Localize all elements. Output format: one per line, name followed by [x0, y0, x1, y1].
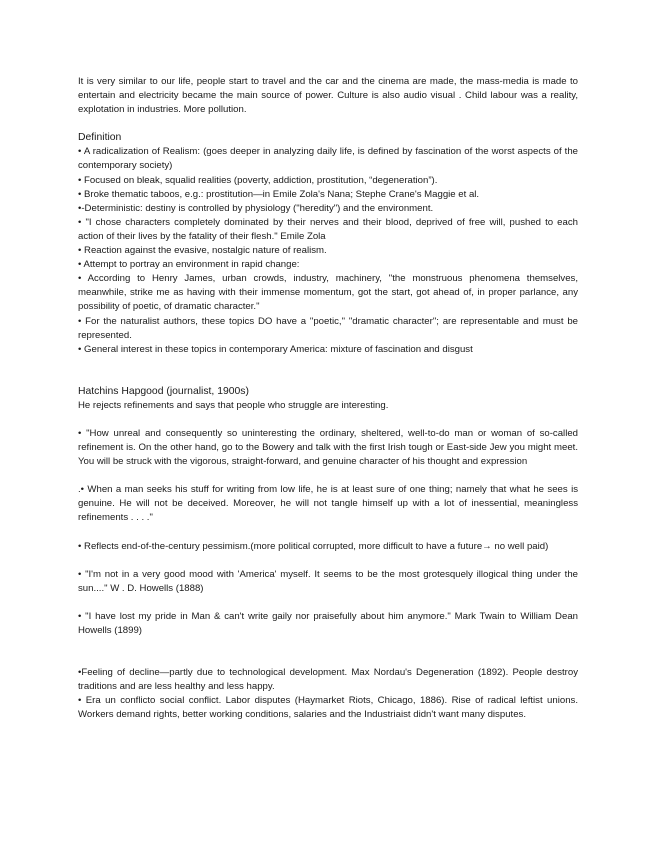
- twain-quote: • "I have lost my pride in Man & can't write gaily nor praisefully about him anymore." Mark Twain to William Dean Howells (1899): [78, 610, 578, 636]
- definition-item: • According to Henry James, urban crowds, industry, machinery, "the monstruous phenomena themselves, meanwhile, strike me as having with their immense momentum, got the start, got ahead of, in proper parlance, any possibility of poetic, of dramatic character.": [78, 273, 578, 313]
- spacer: [78, 526, 578, 540]
- definition-item: • A radicalization of Realism: (goes deeper in analyzing daily life, is defined by fascination of the worst aspects of the contemporary society): [78, 146, 578, 172]
- hapgood-heading: Hatchins Hapgood (journalist, 1900s): [78, 385, 249, 397]
- definition-item: • Focused on bleak, squalid realities (poverty, addiction, prostitution, “degeneration”).: [78, 174, 438, 186]
- document-page: [78, 75, 578, 722]
- definition-item: • General interest in these topics in contemporary America: mixture of fascination and disgust: [78, 343, 473, 355]
- spacer: [78, 357, 578, 385]
- spacer: [78, 554, 578, 568]
- spacer: [78, 413, 578, 427]
- spacer: [78, 638, 578, 666]
- definition-item: •-Deterministic: destiny is controlled by physiology ("heredity") and the environment.: [78, 202, 434, 214]
- hapgood-summary: He rejects refinements and says that people who struggle are interesting.: [78, 399, 389, 411]
- hapgood-quote-1: • "How unreal and consequently so uninteresting the ordinary, sheltered, well-to-do man or woman of so-called refinement is. On the other hand, go to the Bowery and talk with the first Irish tough or East-side Jew you might meet. You will be struck with the vigorous, straight-forward, and genuine character of his thought and expression: [78, 427, 578, 468]
- definition-item: • Reaction against the evasive, nostalgic nature of realism.: [78, 245, 327, 257]
- definition-item: • Attempt to portray an environment in rapid change:: [78, 259, 300, 271]
- spacer: [78, 596, 578, 610]
- pessimism-item: • Reflects end-of-the-century pessimism.(more political corrupted, more difficult to have a future→ no well paid): [78, 540, 549, 552]
- howells-quote: • "I'm not in a very good mood with 'America' myself. It seems to be the most grotesquely illogical thing under the sun...." W . D. Howells (1888): [78, 568, 578, 594]
- decline-item: •Feeling of decline—partly due to technological development. Max Nordau's Degeneration (1892). People destroy traditions and are less healthy and less happy.: [78, 667, 578, 693]
- definition-item: • "I chose characters completely dominated by their nerves and their blood, deprived of free will, pushed to each action of their lives by the fatality of their flesh." Emile Zola: [78, 216, 578, 242]
- spacer: [78, 117, 578, 131]
- hapgood-quote-2: .• When a man seeks his stuff for writing from low life, he is at least sure of one thing; namely that what he sees is genuine. He will not be deceived. Moreover, he will not tangle himself up with a lot of inessential, meaningless refinements . . . .": [78, 484, 578, 524]
- intro-paragraph: It is very similar to our life, people start to travel and the car and the cinema are made, the mass-media is made to entertain and electricity became the main source of power. Culture is also audio visual . Child labour was a reality, explotation in industries. More pollution.: [78, 76, 578, 116]
- definition-heading: Definition: [78, 132, 122, 144]
- spacer: [78, 469, 578, 483]
- definition-item: • For the naturalist authors, these topics DO have a "poetic," "dramatic character"; are representable and must be represented.: [78, 315, 578, 341]
- conflict-item: • Era un conflicto social conflict. Labor disputes (Haymarket Riots, Chicago, 1886). Rise of radical leftist unions. Workers demand rights, better working conditions, salaries and the Industriaist didn't want many disputes.: [78, 695, 578, 721]
- definition-item: • Broke thematic taboos, e.g.: prostitution—in Emile Zola's Nana; Stephe Crane's Maggie et al.: [78, 188, 480, 200]
